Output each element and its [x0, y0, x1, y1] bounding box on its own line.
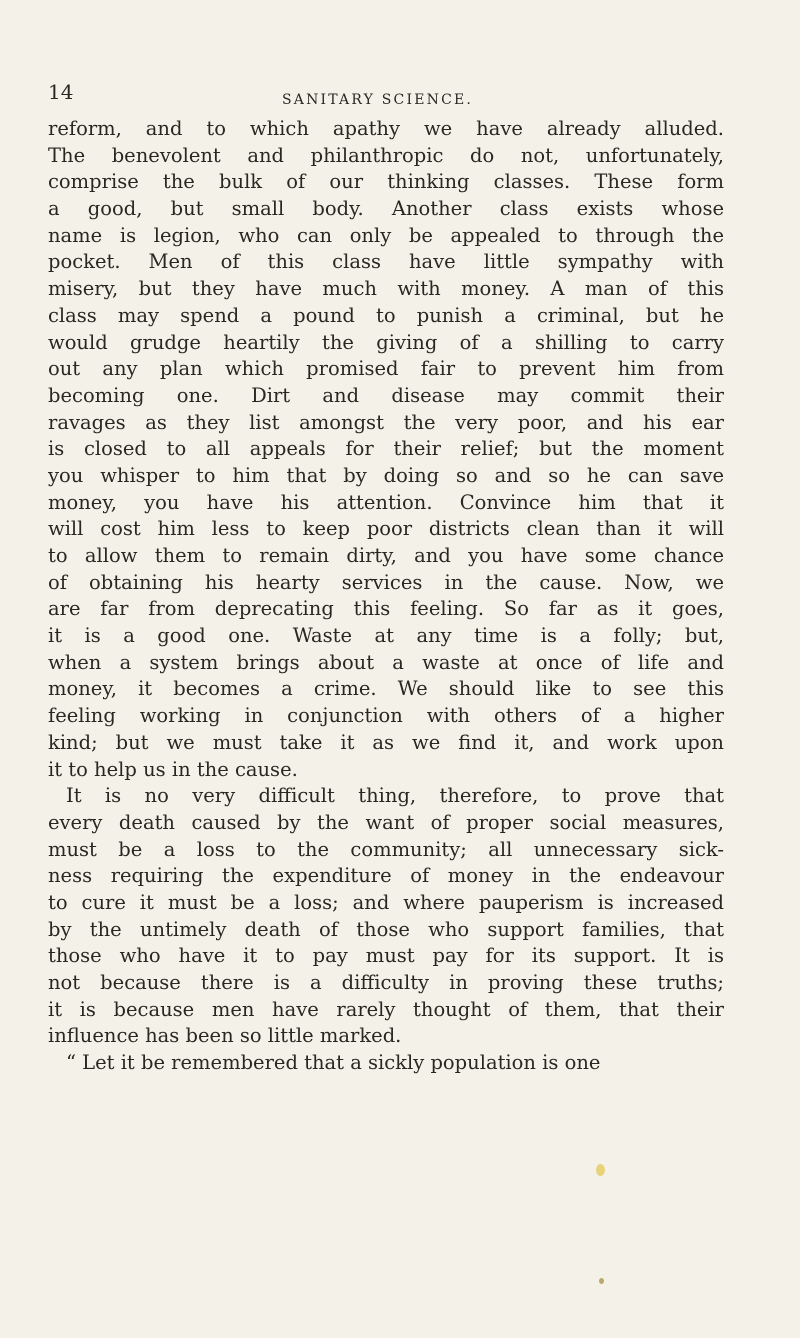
text-line: you whisper to him that by doing so and so he can save — [48, 463, 724, 487]
text-line: those who have it to pay must pay for its support. It is — [48, 944, 724, 968]
paragraph-start-line: “ Let it be remembered that a sickly population is one — [66, 1051, 601, 1075]
running-head: SANITARY SCIENCE. — [282, 92, 474, 108]
paragraph-end-line: influence has been so little marked. — [48, 1024, 402, 1048]
paragraph-start-line: It is no very difficult thing, therefore, to prove that — [66, 784, 724, 808]
text-line: to allow them to remain dirty, and you have some chance — [48, 544, 724, 567]
text-line: becoming one. Dirt and disease may commit their — [48, 383, 724, 407]
text-line: ness requiring the expenditure of money in the endeavour — [48, 864, 724, 888]
text-line: by the untimely death of those who support families, that — [48, 917, 724, 941]
text-line: are far from deprecating this feeling. So far as it goes, — [48, 597, 724, 621]
text-line: misery, but they have much with money. A man of this — [48, 277, 724, 301]
text-line: name is legion, who can only be appealed to through the — [48, 223, 724, 247]
text-line: money, you have his attention. Convince him that it — [48, 490, 724, 514]
text-line: of obtaining his hearty services in the cause. Now, we — [48, 570, 724, 594]
text-line: pocket. Men of this class have little sympathy with — [48, 250, 724, 274]
text-line: out any plan which promised fair to prevent him from — [48, 357, 724, 381]
text-line: to cure it must be a loss; and where pauperism is increased — [48, 890, 724, 914]
paper-speck — [596, 1164, 605, 1176]
paper-speck — [599, 1278, 604, 1284]
body-text — [48, 116, 724, 1077]
text-line: every death caused by the want of proper social measures, — [48, 810, 724, 834]
text-line: money, it becomes a crime. We should like to see this — [48, 677, 724, 701]
text-line: it is a good one. Waste at any time is a folly; but, — [48, 624, 724, 648]
text-line: it is because men have rarely thought of them, that their — [48, 997, 724, 1021]
text-line: feeling working in conjunction with others of a higher — [48, 704, 724, 728]
text-line: reform, and to which apathy we have already alluded. — [48, 117, 724, 140]
text-line: will cost him less to keep poor districts clean than it will — [48, 517, 724, 541]
text-line: a good, but small body. Another class exists whose — [48, 197, 724, 221]
text-line: would grudge heartily the giving of a shilling to carry — [48, 330, 724, 354]
text-line: must be a loss to the community; all unnecessary sick- — [48, 837, 724, 861]
text-line: is closed to all appeals for their relief; but the moment — [48, 437, 724, 461]
text-line: class may spend a pound to punish a criminal, but he — [48, 303, 724, 327]
text-line: when a system brings about a waste at once of life and — [48, 650, 724, 674]
text-line: not because there is a difficulty in proving these truths; — [48, 971, 724, 994]
text-line: comprise the bulk of our thinking classes. These form — [48, 170, 724, 194]
text-line: The benevolent and philanthropic do not, unfortunately, — [48, 143, 724, 167]
text-line: kind; but we must take it as we find it, and work upon — [48, 730, 724, 754]
paragraph-end-line: it to help us in the cause. — [48, 757, 298, 781]
page-number: 14 — [48, 80, 74, 104]
text-line: ravages as they list amongst the very poor, and his ear — [48, 410, 724, 434]
